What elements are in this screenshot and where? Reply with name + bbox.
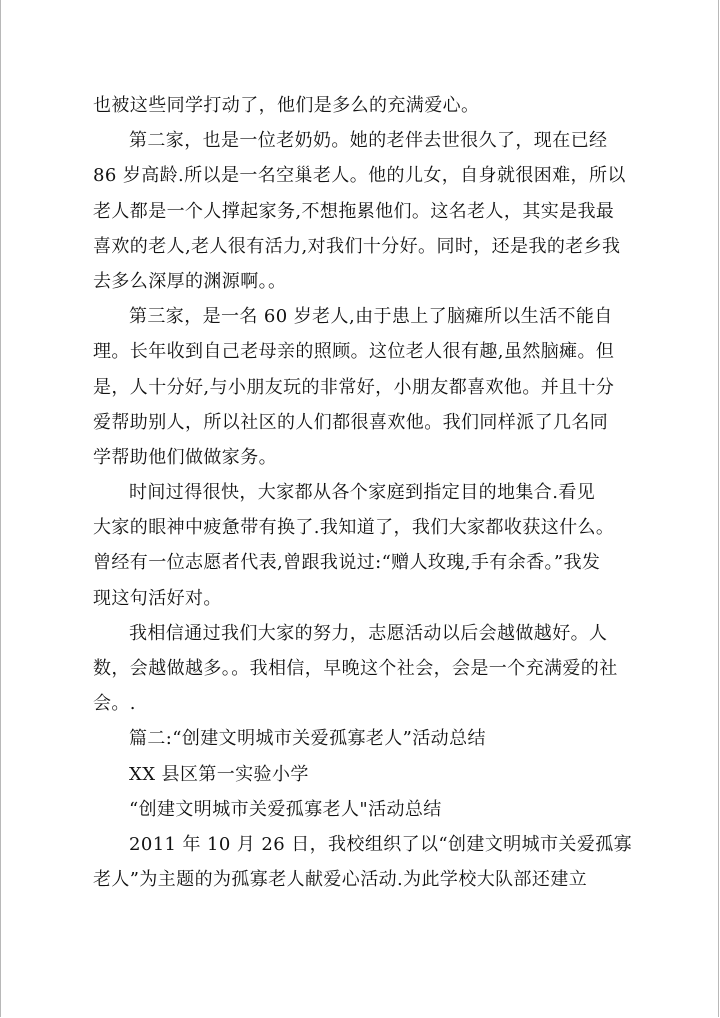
text-line: 爱帮助别人，所以社区的人们都很喜欢他。我们同样派了几名同 — [93, 411, 609, 433]
paragraph-line: 我相信通过我们大家的努力，志愿活动以后会越做越好。人 — [129, 622, 608, 644]
text-line: 会。. — [93, 693, 136, 715]
text-line: 学帮助他们做做家务。 — [93, 446, 277, 468]
paragraph-line: 第三家，是一名 60 岁老人,由于患上了脑瘫所以生活不能自 — [129, 306, 613, 328]
text-line: 现这句活好对。 — [93, 587, 222, 609]
text-line: 去多么深厚的渊源啊。。 — [93, 270, 287, 292]
text-line: 曾经有一位志愿者代表,曾跟我说过:“赠人玫瑰,手有余香。”我发 — [93, 552, 601, 574]
text-line: 也被这些同学打动了，他们是多么的充满爱心。 — [93, 95, 480, 116]
summary-title: “创建文明城市关爱孤寡老人"活动总结 — [129, 798, 442, 820]
text-line: 大家的眼神中疲惫带有换了.我知道了，我们大家都收获这什么。 — [93, 517, 615, 539]
text-line: 喜欢的老人,老人很有活力,对我们十分好。同时，还是我的老乡我 — [93, 235, 621, 257]
text-line: 理。长年收到自己老母亲的照顾。这位老人很有趣,虽然脑瘫。但 — [93, 341, 615, 363]
text-line: 老人都是一个人撑起家务,不想拖累他们。这名老人，其实是我最 — [93, 200, 615, 222]
paragraph-line: 第二家，也是一位老奶奶。她的老伴去世很久了，现在已经 — [129, 130, 608, 152]
section-heading: 篇二:“创建文明城市关爱孤寡老人”活动总结 — [129, 728, 486, 750]
text-line: 是，人十分好,与小朋友玩的非常好，小朋友都喜欢他。并且十分 — [93, 376, 615, 398]
text-line: 老人”为主题的为孤寡老人献爱心活动.为此学校大队部还建立 — [93, 869, 588, 891]
paragraph-line: 时间过得很快，大家都从各个家庭到指定目的地集合.看见 — [129, 482, 596, 504]
document-body — [93, 88, 633, 897]
text-line: 86 岁高龄.所以是一名空巢老人。他的儿女，自身就很困难，所以 — [93, 165, 626, 187]
school-name: XX 县区第一实验小学 — [129, 763, 309, 785]
paragraph-line: 2011 年 10 月 26 日，我校组织了以“创建文明城市关爱孤寡 — [129, 833, 633, 855]
text-line: 数，会越做越多。。我相信，早晚这个社会，会是一个充满爱的社 — [93, 658, 618, 679]
